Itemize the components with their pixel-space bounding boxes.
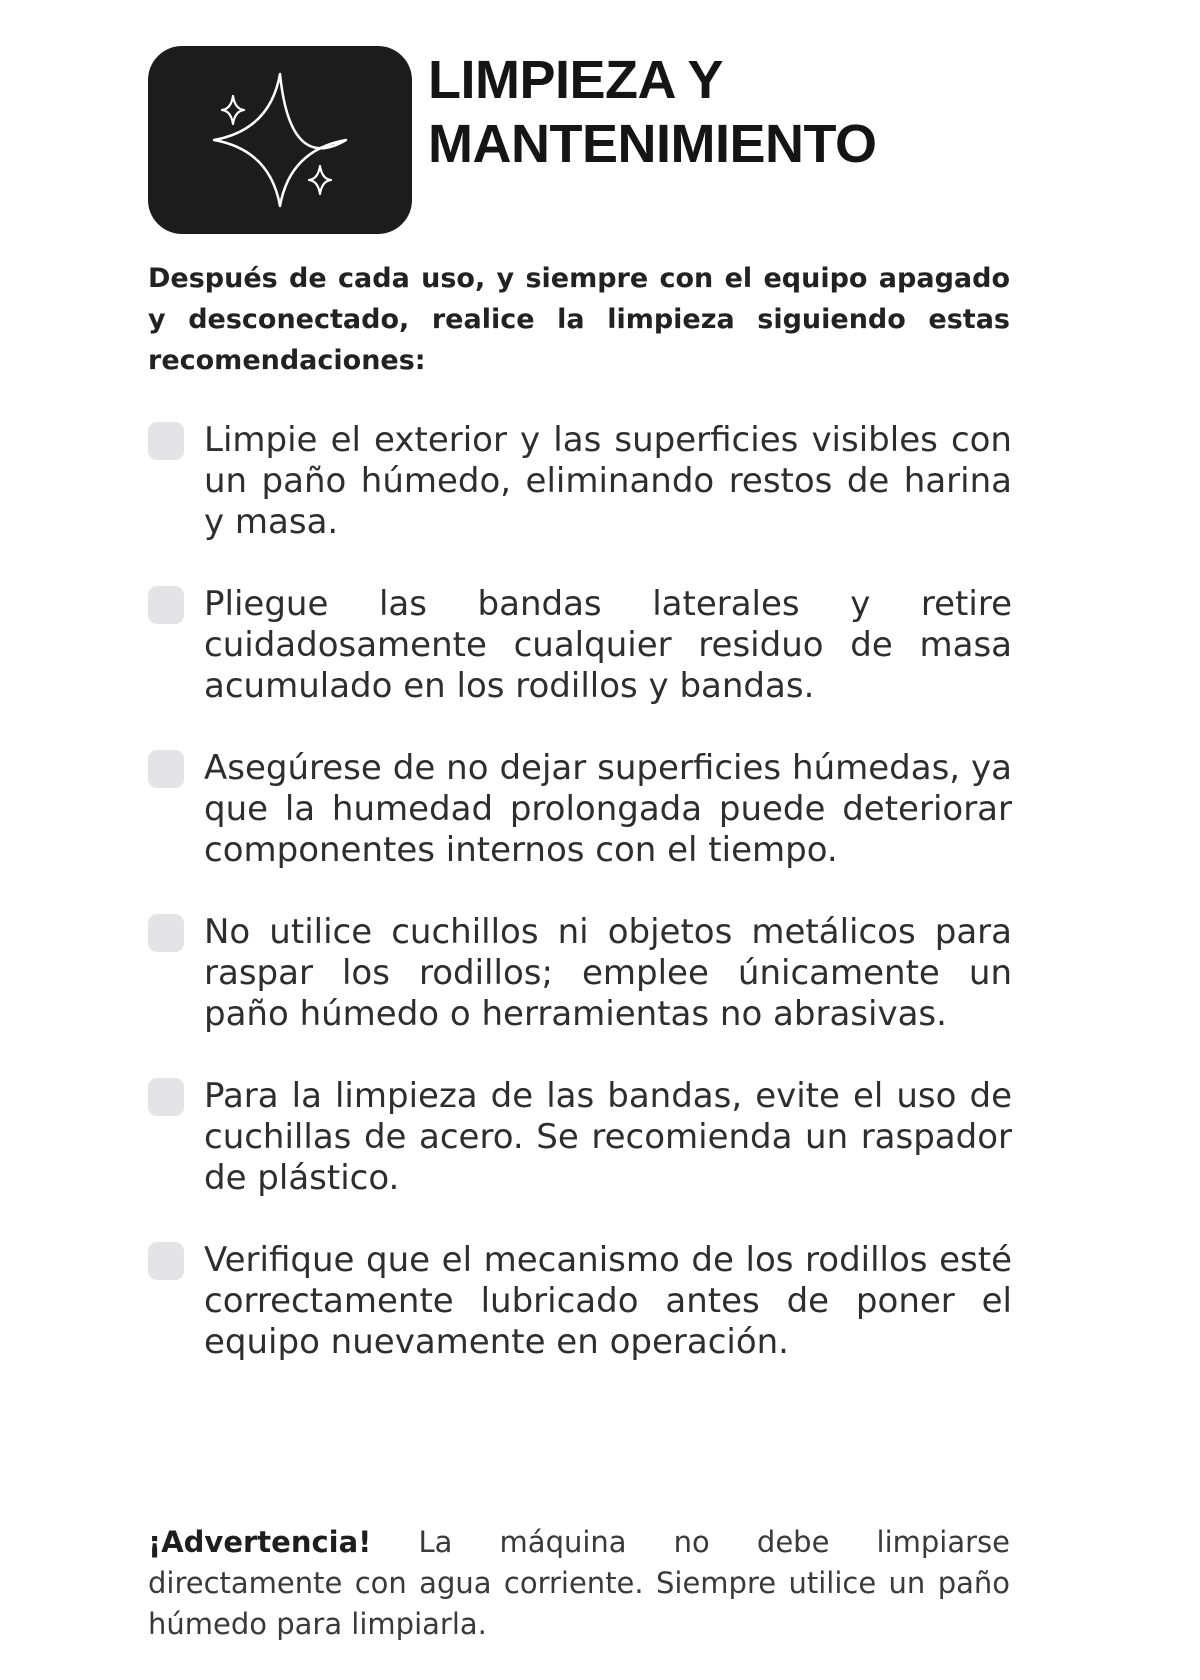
checklist-item-text: Pliegue las bandas laterales y retire cuidadosamente cualquier residuo de masa acumulado en los rodillos y bandas. — [204, 584, 1012, 706]
small-sparkle-top-left — [222, 96, 244, 124]
checklist-item — [148, 748, 1012, 871]
sparkles-icon — [148, 46, 412, 234]
checklist-item — [148, 912, 1012, 1035]
large-sparkle — [214, 74, 346, 206]
checkbox[interactable] — [148, 1242, 184, 1280]
checkbox[interactable] — [148, 1078, 184, 1116]
checklist-item-text: Limpie el exterior y las superficies visibles con un paño húmedo, eliminando restos de harina y masa. — [204, 420, 1012, 542]
checklist-item — [148, 420, 1012, 543]
checkbox[interactable] — [148, 422, 184, 460]
intro-paragraph: Después de cada uso, y siempre con el equipo apagado y desconectado, realice la limpieza siguiendo estas recomendaciones: — [148, 263, 1010, 376]
cleaning-checklist — [148, 420, 1012, 1404]
header-icon-box — [148, 46, 412, 234]
checkbox[interactable] — [148, 750, 184, 788]
warning-text: La máquina no debe limpiarse directamente con agua corriente. Siempre utilice un paño húmedo para limpiarla. — [148, 1525, 1010, 1641]
checklist-item-text: Verifique que el mecanismo de los rodillos esté correctamente lubricado antes de poner el equipo nuevamente en operación. — [204, 1240, 1012, 1362]
checklist-item-text: No utilice cuchillos ni objetos metálicos para raspar los rodillos; emplee únicamente un paño húmedo o herramientas no abrasivas. — [204, 912, 1012, 1034]
checkbox[interactable] — [148, 914, 184, 952]
page-title: LIMPIEZA Y MANTENIMIENTO — [428, 50, 877, 174]
checklist-item — [148, 1076, 1012, 1199]
checklist-item-text: Para la limpieza de las bandas, evite el uso de cuchillas de acero. Se recomienda un raspador de plástico. — [204, 1076, 1012, 1198]
checklist-item — [148, 1240, 1012, 1363]
checkbox[interactable] — [148, 586, 184, 624]
warning-label: ¡Advertencia! — [148, 1525, 372, 1559]
checklist-item-text: Asegúrese de no dejar superficies húmedas, ya que la humedad prolongada puede deteriorar componentes internos con el tiempo. — [204, 748, 1012, 870]
small-sparkle-bottom-right — [309, 166, 331, 194]
checklist-item — [148, 584, 1012, 707]
warning-note — [148, 1522, 1010, 1645]
